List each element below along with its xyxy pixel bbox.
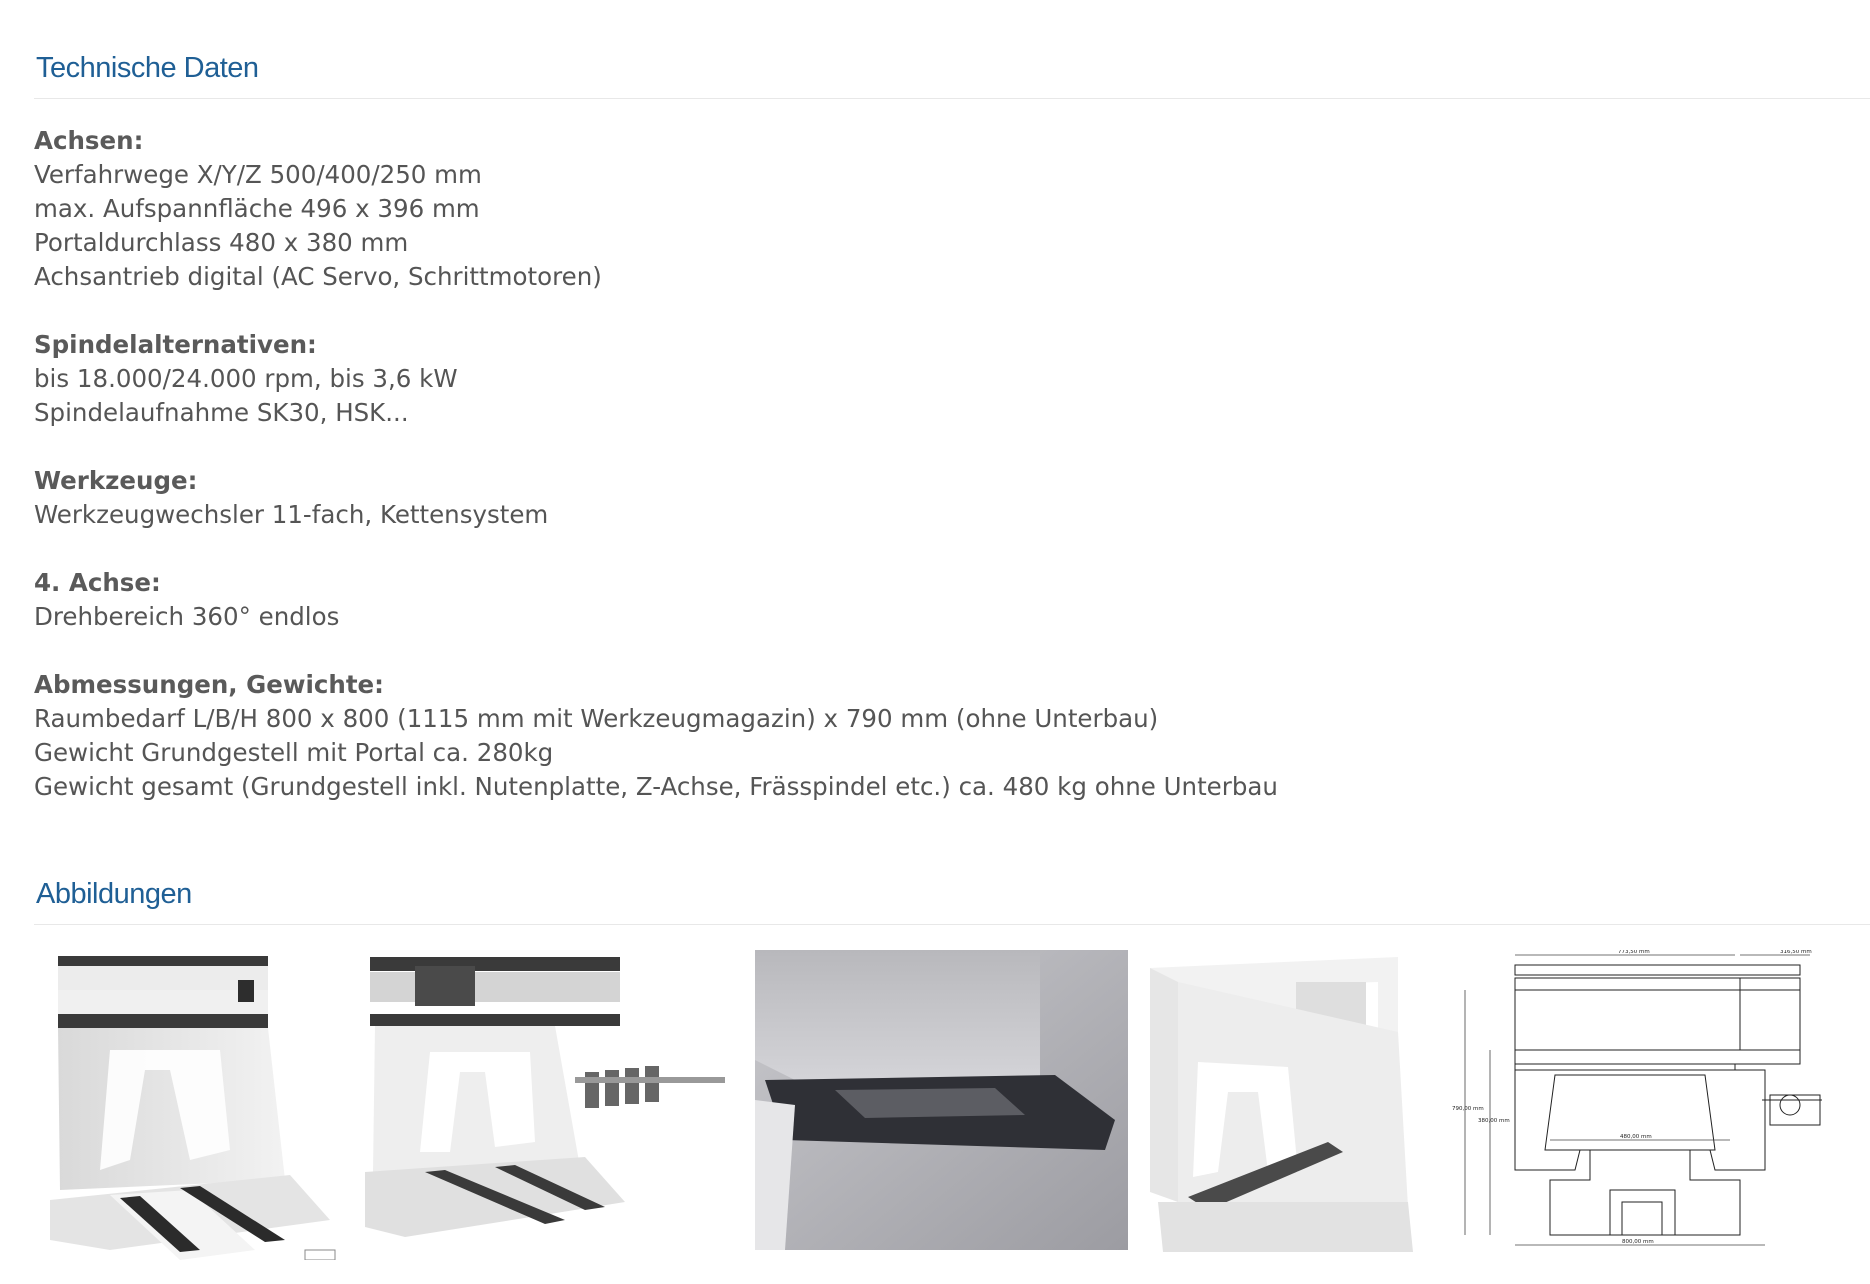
spec-line: max. Aufspannfläche 496 x 396 mm xyxy=(34,194,480,223)
spec-line: Raumbedarf L/B/H 800 x 800 (1115 mm mit Werkzeugmagazin) x 790 mm (ohne Unterbau) xyxy=(34,704,1159,733)
spec-group-werkzeuge xyxy=(34,464,1534,532)
spec-heading: Achsen: xyxy=(34,126,144,155)
spec-line: Achsantrieb digital (AC Servo, Schrittmotoren) xyxy=(34,262,602,291)
drawing-label-top-width: 773,50 mm xyxy=(1618,950,1650,955)
spec-group-achsen xyxy=(34,124,1534,294)
spec-list xyxy=(34,124,1534,838)
spec-heading: Werkzeuge: xyxy=(34,466,198,495)
spec-group-abmessungen xyxy=(34,668,1534,804)
spec-heading: Abmessungen, Gewichte: xyxy=(34,670,384,699)
section-title-technische-daten: Technische Daten xyxy=(36,52,259,84)
spec-line: Verfahrwege X/Y/Z 500/400/250 mm xyxy=(34,160,482,189)
drawing-label-passage-width: 480,00 mm xyxy=(1620,1134,1652,1140)
spec-group-4-achse xyxy=(34,566,1534,634)
image-frame-side-view[interactable] xyxy=(1148,952,1418,1252)
spec-line: Spindelaufnahme SK30, HSK... xyxy=(34,398,409,427)
image-machine-with-toolchanger[interactable] xyxy=(365,952,725,1242)
drawing-label-height-total: 790,00 mm xyxy=(1452,1106,1484,1112)
drawing-label-top-right: 316,50 mm xyxy=(1780,950,1812,955)
spec-line: Gewicht Grundgestell mit Portal ca. 280kg xyxy=(34,738,554,767)
section-divider xyxy=(34,924,1870,925)
section-divider xyxy=(34,98,1870,99)
image-machine-frame[interactable] xyxy=(50,950,340,1260)
spec-group-spindel xyxy=(34,328,1534,430)
section-title-abbildungen: Abbildungen xyxy=(36,878,192,910)
drawing-label-base-width: 800,00 mm xyxy=(1622,1239,1654,1245)
spec-line: bis 18.000/24.000 rpm, bis 3,6 kW xyxy=(34,364,458,393)
spec-line: Portaldurchlass 480 x 380 mm xyxy=(34,228,409,257)
spec-heading: Spindelalternativen: xyxy=(34,330,317,359)
spec-heading: 4. Achse: xyxy=(34,568,161,597)
spec-line: Werkzeugwechsler 11-fach, Kettensystem xyxy=(34,500,549,529)
drawing-label-height-inner: 380,00 mm xyxy=(1478,1118,1510,1124)
spec-line: Gewicht gesamt (Grundgestell inkl. Nutenplatte, Z-Achse, Frässpindel etc.) ca. 480 kg ohne Unterbau xyxy=(34,772,1278,801)
spec-line: Drehbereich 360° endlos xyxy=(34,602,340,631)
image-technical-drawing[interactable] xyxy=(1450,950,1830,1250)
image-casting-closeup[interactable] xyxy=(755,950,1128,1250)
